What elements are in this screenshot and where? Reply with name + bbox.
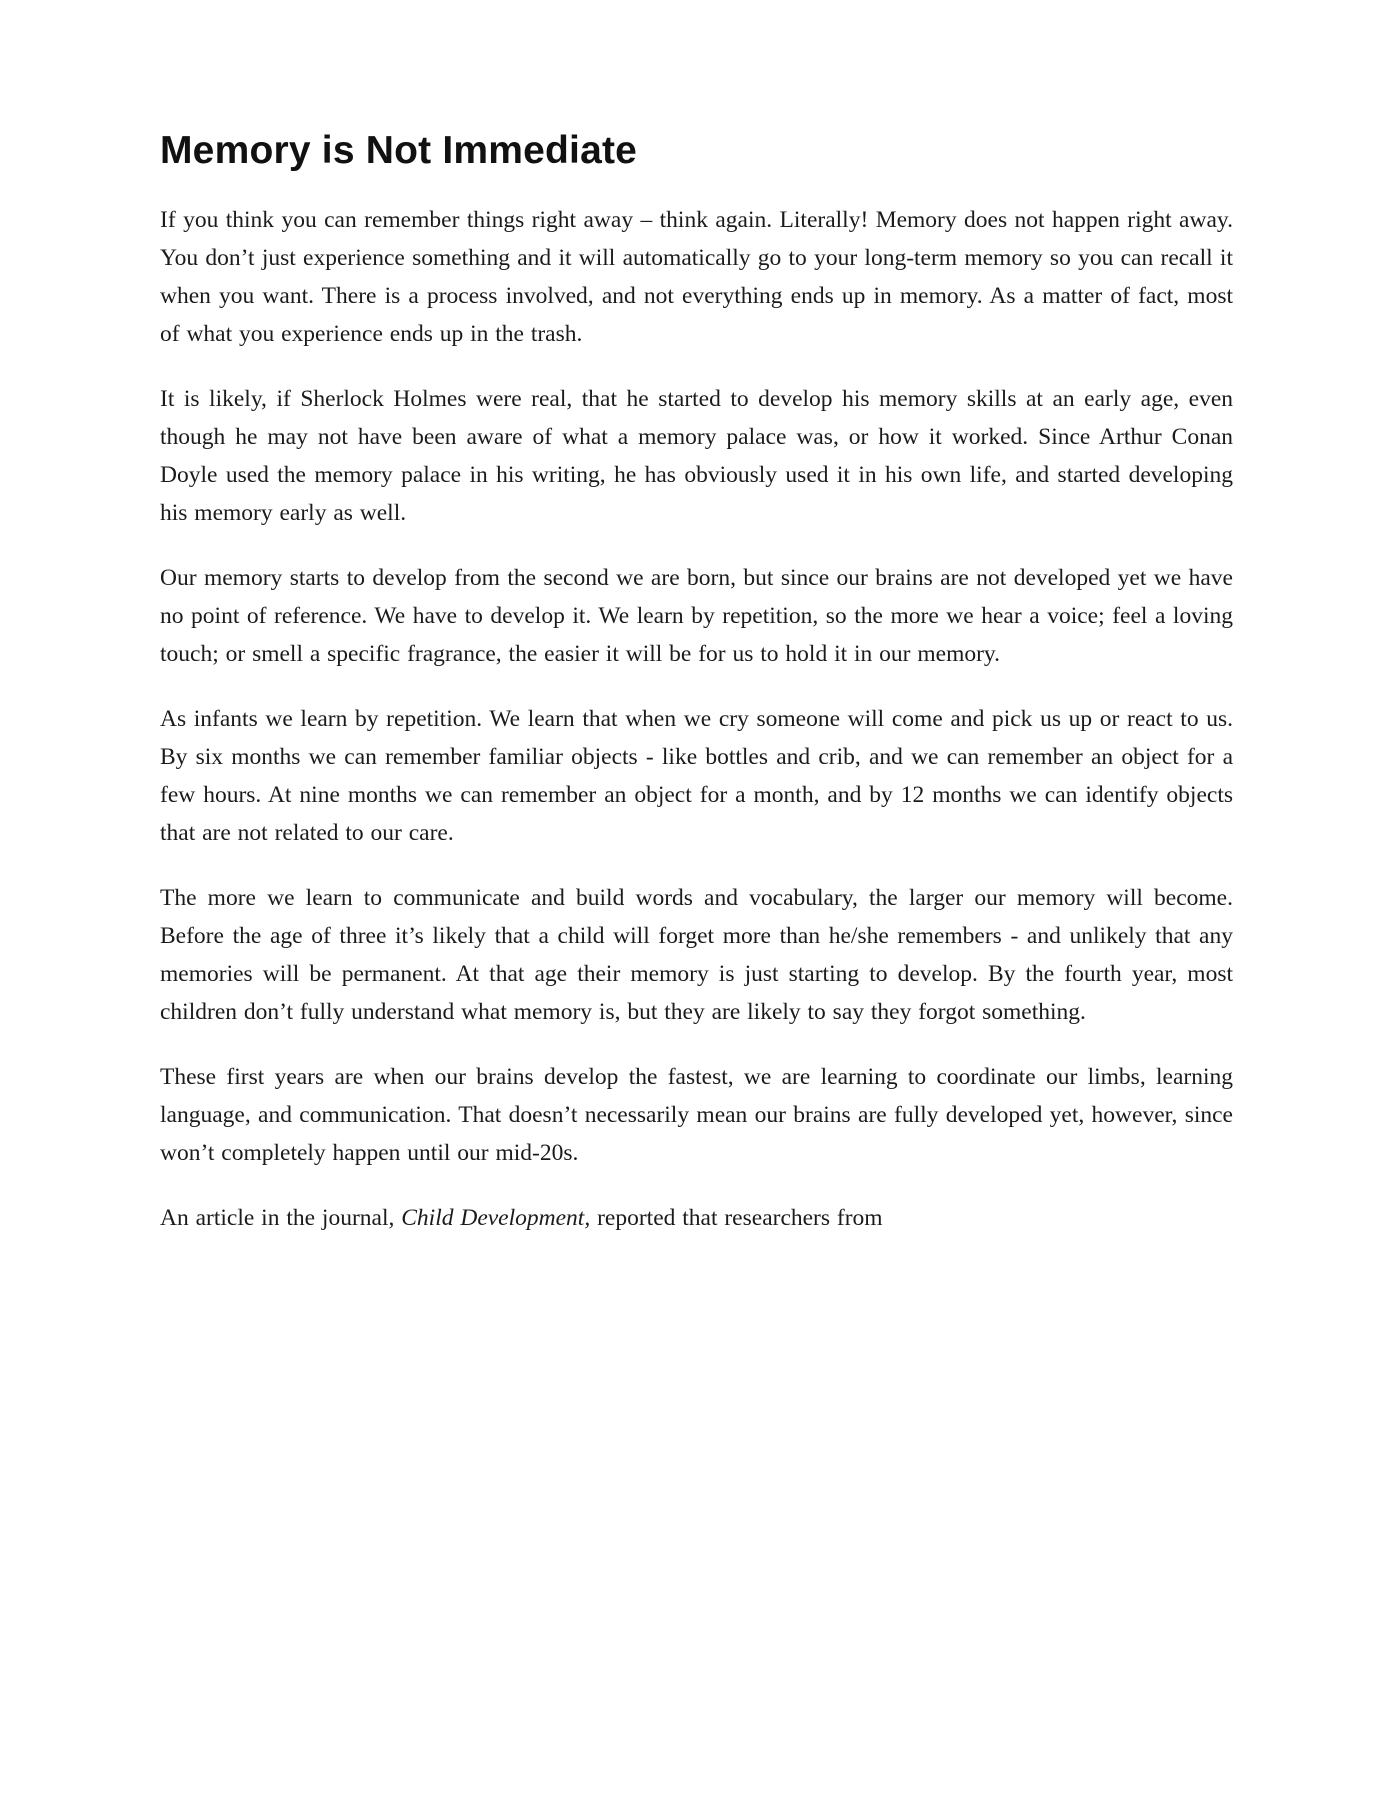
paragraph [160, 1058, 1233, 1172]
paragraph [160, 201, 1233, 353]
text-run: It is likely, if Sherlock Holmes were real, that he started to develop his memory skills at an early age, even though he may not have been aware of what a memory palace was, or how it worked. Since Arthur Conan Doyle used the memory palace in his writing, he has obviously used it in his own life, and started developing his memory early as well. [160, 385, 1233, 526]
text-run: Our memory starts to develop from the second we are born, but since our brains are not developed yet we have no point of reference. We have to develop it. We learn by repetition, so the more we hear a voice; feel a loving touch; or smell a specific fragrance, the easier it will be for us to hold it in our memory. [160, 564, 1233, 667]
text-run: The more we learn to communicate and build words and vocabulary, the larger our memory will become. Before the age of three it’s likely that a child will forget more than he/she remembers - and unlikely that any memories will be permanent. At that age their memory is just starting to develop. By the fourth year, most children don’t fully understand what memory is, but they are likely to say they forgot something. [160, 884, 1233, 1025]
text-run: reported that researchers from [590, 1204, 883, 1231]
text-run: If you think you can remember things right away – think again. Literally! Memory does not happen right away. You don’t just experience something and it will automatically go to your long-term memory so you can recall it when you want. There is a process involved, and not everything ends up in memory. As a matter of fact, most of what you experience ends up in the trash. [160, 206, 1233, 347]
document-body [160, 201, 1233, 1237]
italic-text-run: Child Development, [401, 1204, 591, 1231]
page-title: Memory is Not Immediate [160, 129, 638, 172]
text-run: These first years are when our brains develop the fastest, we are learning to coordinate our limbs, learning language, and communication. That doesn’t necessarily mean our brains are fully developed yet, however, since won’t completely happen until our mid-20s. [160, 1063, 1233, 1166]
paragraph [160, 380, 1233, 532]
text-run: An article in the journal, [160, 1204, 402, 1231]
paragraph [160, 700, 1233, 852]
text-run: As infants we learn by repetition. We learn that when we cry someone will come and pick us up or react to us. By six months we can remember familiar objects - like bottles and crib, and we can remember an object for a few hours. At nine months we can remember an object for a month, and by 12 months we can identify objects that are not related to our care. [160, 705, 1233, 846]
paragraph [160, 879, 1233, 1031]
paragraph [160, 559, 1233, 673]
paragraph [160, 1199, 1233, 1237]
